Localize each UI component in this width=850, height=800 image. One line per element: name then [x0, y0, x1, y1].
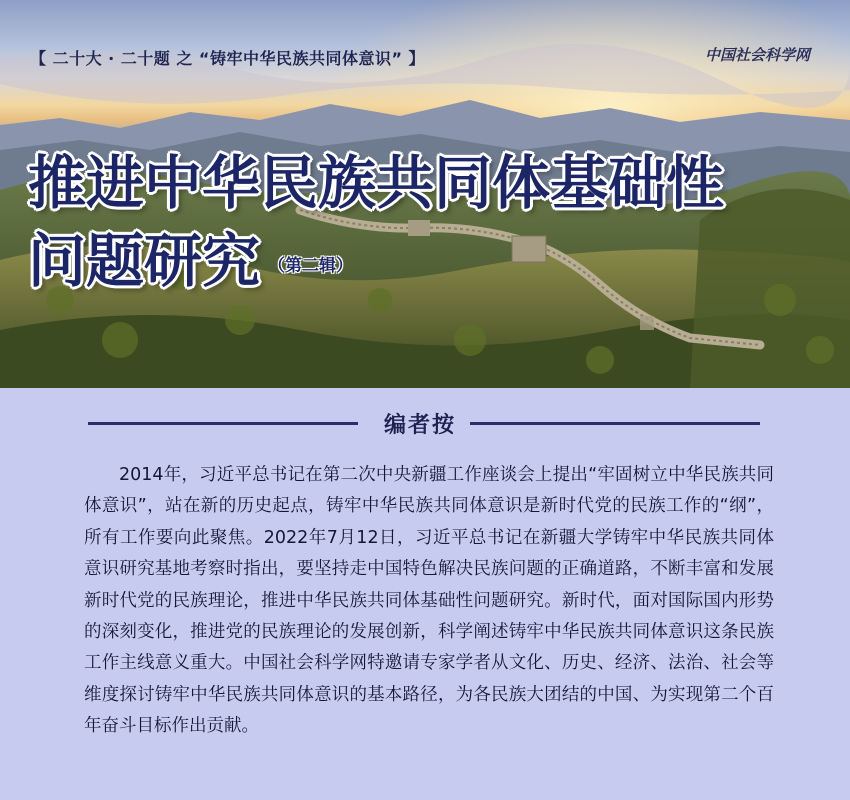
series-tag: 【 二十大 · 二十题 之 “铸牢中华民族共同体意识” 】 — [30, 49, 426, 68]
edition-label: （第二辑） — [268, 256, 354, 276]
site-logo: 中国社会科学网 — [704, 46, 810, 64]
main-title-line-1: 推进中华民族共同体基础性 — [28, 149, 725, 217]
editors-note-heading — [88, 408, 760, 438]
heading-divider-right — [470, 422, 760, 425]
main-title-line-2-text: 问题研究 — [28, 227, 261, 295]
header-banner — [0, 0, 850, 388]
editors-note-body: 2014年，习近平总书记在第二次中央新疆工作座谈会上提出“牢固树立中华民族共同体意识”，站在新的历史起点，铸牢中华民族共同体意识是新时代党的民族工作的“纲”，所有工作要向此聚焦。2022年7月12日，习近平总书记在新疆大学铸牢中华民族共同体意识研究基地考察时指出，要坚持走中国特色解决民族问题的正确道路，不断丰富和发展新时代党的民族理论，推进中华民族共同体基础性问题研究。新时代，面对国际国内形势的深刻变化，推进党的民族理论的发展创新，科学阐述铸牢中华民族共同体意识这条民族工作主线意义重大。中国社会科学网特邀请专家学者从文化、历史、经济、法治、社会等维度探讨铸牢中华民族共同体意识的基本路径，为各民族大团结的中国、为实现第二个百年奋斗目标作出贡献。 — [84, 465, 774, 737]
editors-note-title: 编者按 — [384, 412, 457, 438]
heading-divider-left — [88, 422, 358, 425]
main-title-line-2 — [28, 228, 353, 299]
